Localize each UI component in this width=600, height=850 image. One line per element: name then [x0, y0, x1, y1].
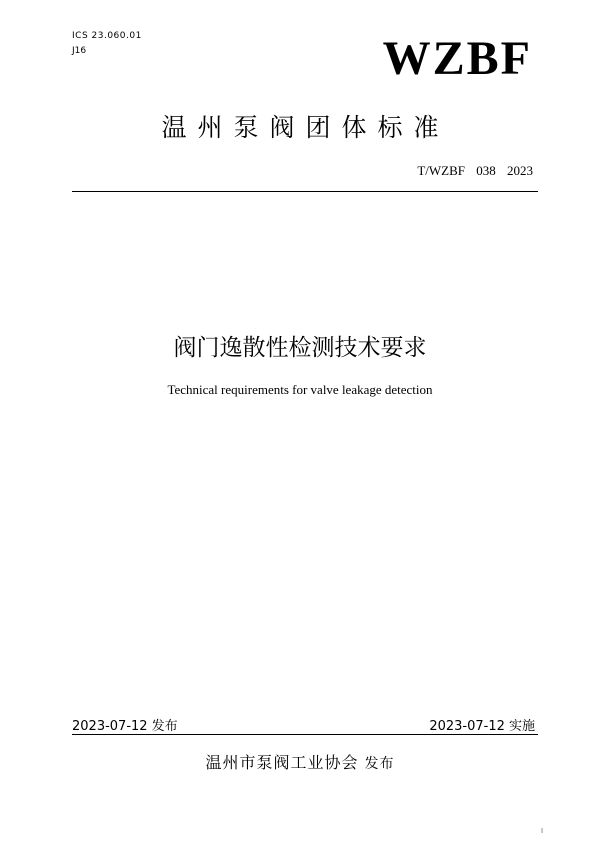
bottom-divider — [72, 734, 538, 735]
publish-date: 2023-07-12 发布 — [72, 719, 178, 734]
page-mark: I — [541, 827, 544, 835]
ics-code: ICS 23.060.01 — [72, 31, 142, 41]
document-title-english: Technical requirements for valve leakage detection — [167, 382, 433, 397]
ccs-code: J16 — [72, 46, 87, 56]
publisher — [0, 750, 600, 773]
standard-number: T/WZBF 038 2023 — [417, 163, 533, 178]
top-divider — [72, 191, 538, 192]
standard-logo: WZBF — [382, 32, 532, 85]
implement-date: 2023-07-12 实施 — [429, 719, 535, 734]
publisher-suffix: 发布 — [364, 756, 395, 772]
document-title-chinese: 阀门逸散性检测技术要求 — [173, 335, 427, 361]
publisher-name: 温州市泵阀工业协会 — [205, 753, 359, 772]
organization-standard-title: 温州泵阀团体标准 — [161, 113, 450, 142]
